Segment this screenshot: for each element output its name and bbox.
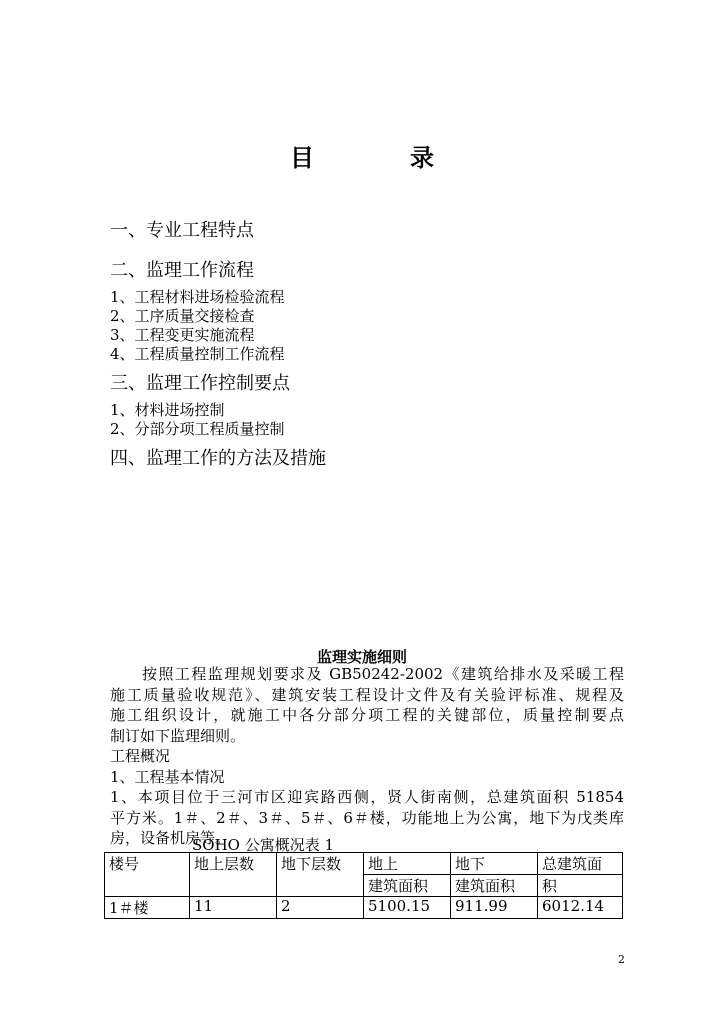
overview-table [104,852,623,919]
toc-title: 目 录 [290,143,470,172]
page-number: 2 [618,953,625,966]
toc-section-1: 一、专业工程特点 [110,220,254,241]
basic-heading-text: 1、工程基本情况 [110,767,225,786]
paragraph-line: 按照工程监理规划要求及 GB50242-2002《建筑给排水及采暖工程 [142,665,624,683]
header-total-area-bottom: 积 [538,875,623,897]
cell-building: 1＃楼 [105,897,190,919]
table-caption: SOHO 公寓概况表 1 [192,836,335,854]
header-below-floors: 地下层数 [277,853,364,897]
toc-section-2: 二、监理工作流程 [110,260,254,281]
toc-item: 2、分部分项工程质量控制 [110,420,285,438]
header-below-area-bottom: 建筑面积 [451,875,538,897]
paragraph-line: 制订如下监理细则。 [110,726,246,745]
body-title: 监理实施细则 [316,648,407,666]
header-total-area-top: 总建筑面 [538,853,623,875]
overview-heading-text: 工程概况 [110,747,171,765]
toc-item: 3、工程变更实施流程 [110,326,255,344]
toc-item: 1、材料进场控制 [110,401,225,419]
header-building-no: 楼号 [105,853,190,897]
paragraph-line: 施工组织设计，就施工中各分部分项工程的关键部位，质量控制要点 [110,706,624,724]
header-above-area-bottom: 建筑面积 [364,875,451,897]
basic-paragraph [110,787,624,849]
header-above-area-top: 地上 [364,853,451,875]
paragraph-line: 施工质量验收规范》、建筑安装工程设计文件及有关验评标准、规程及 [110,685,624,704]
paragraph-line: 房，设备机房等。 [110,829,231,847]
header-below-area-top: 地下 [451,853,538,875]
header-above-floors: 地上层数 [190,853,277,897]
paragraph-line: 1、本项目位于三河市区迎宾路西侧，贤人街南侧，总建筑面积 51854 [110,788,624,806]
paragraph-line: 平方米。1＃、2＃、3＃、5＃、6＃楼，功能地上为公寓，地下为戊类库 [110,808,624,827]
overview-heading [110,746,624,787]
cell-above-area: 5100.15 [364,897,451,919]
table-row [105,897,623,919]
table-header-row [105,853,623,875]
cell-below-area: 911.99 [451,897,538,919]
toc-item: 4、工程质量控制工作流程 [110,345,285,363]
toc-section-3: 三、监理工作控制要点 [110,373,290,394]
toc-item: 1、工程材料进场检验流程 [110,288,285,306]
toc-item: 2、工序质量交接检查 [110,307,255,325]
cell-total-area: 6012.14 [538,897,623,919]
intro-paragraph [110,664,624,746]
cell-below-floors: 2 [277,897,364,919]
cell-above-floors: 11 [190,897,277,919]
toc-section-4: 四、监理工作的方法及措施 [110,448,326,469]
